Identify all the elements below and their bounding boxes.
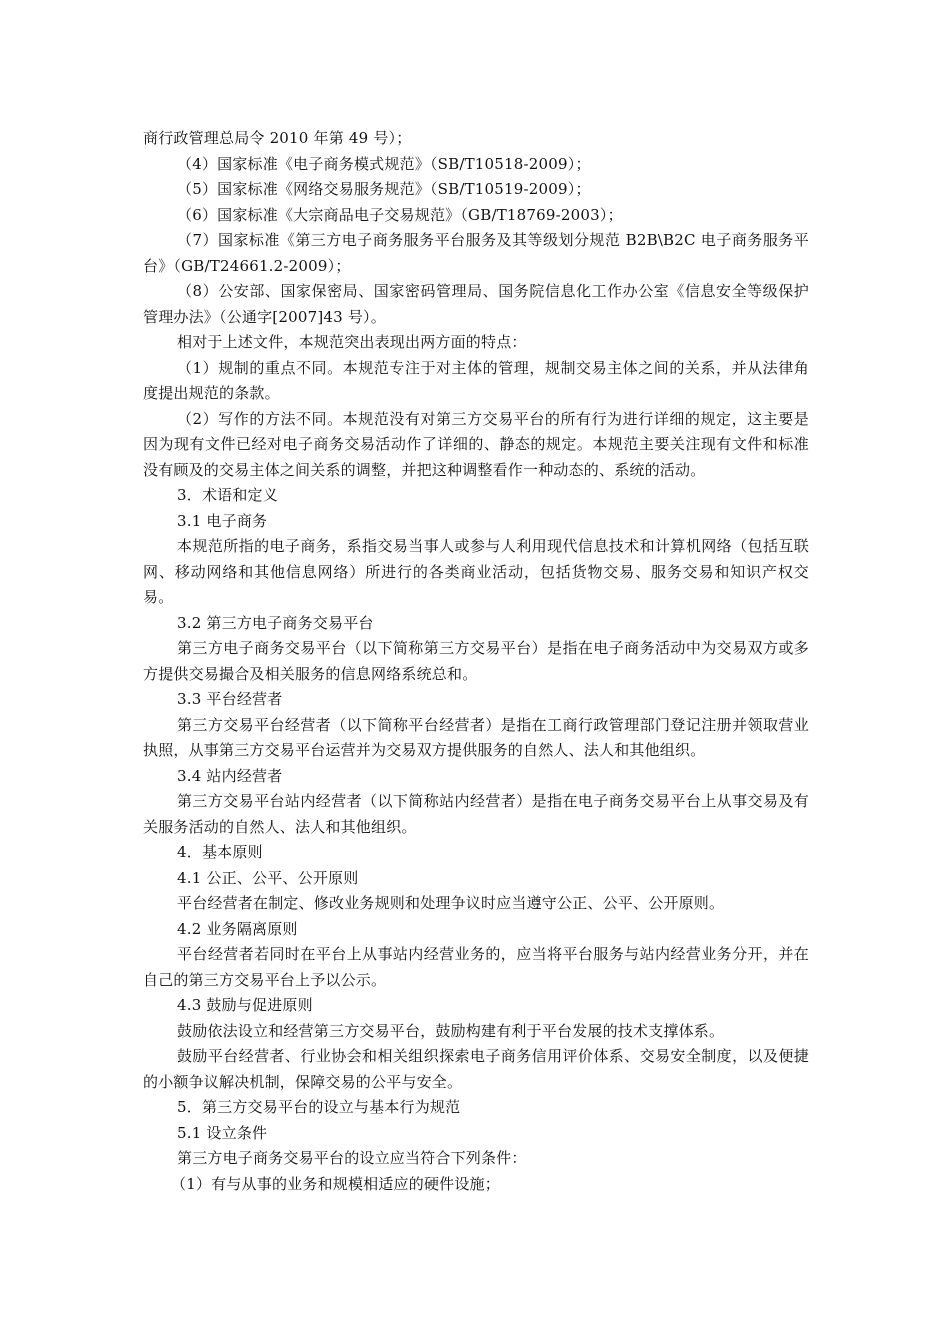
- section-heading-3: 3．术语和定义: [177, 486, 278, 504]
- paragraph-continuation: 商行政管理总局令 2010 年第 49 号）；: [143, 129, 412, 147]
- subsection-heading-5-1: 5.1 设立条件: [177, 1123, 268, 1142]
- reference-item-8: （8）公安部、国家保密局、国家密码管理局、国务院信息化工作办公室《信息安全等级保护管理办法》（公通字[2007]43 号）。: [143, 282, 809, 326]
- principle-4-2: 平台经营者若同时在平台上从事站内经营业务的，应当将平台服务与站内经营业务分开，并在自己的第三方交易平台上予以公示。: [143, 945, 809, 989]
- subsection-heading-3-2: 3.2 第三方电子商务交易平台: [177, 613, 374, 632]
- section-heading-5: 5．第三方交易平台的设立与基本行为规范: [177, 1098, 461, 1116]
- conditions-intro: 第三方电子商务交易平台的设立应当符合下列条件：: [177, 1149, 527, 1167]
- principle-4-3-a: 鼓励依法设立和经营第三方交易平台，鼓励构建有利于平台发展的技术支撑体系。: [177, 1021, 725, 1040]
- section-heading-4: 4．基本原则: [177, 843, 263, 861]
- features-intro: 相对于上述文件，本规范突出表现出两方面的特点：: [177, 333, 527, 351]
- subsection-heading-3-4: 3.4 站内经营者: [177, 766, 283, 785]
- subsection-heading-4-2: 4.2 业务隔离原则: [177, 919, 298, 938]
- definition-3-3: 第三方交易平台经营者（以下简称平台经营者）是指在工商行政管理部门登记注册并领取营业执照，从事第三方交易平台运营并为交易双方提供服务的自然人、法人和其他组织。: [143, 715, 809, 759]
- definition-3-4: 第三方交易平台站内经营者（以下简称站内经营者）是指在电子商务交易平台上从事交易及有关服务活动的自然人、法人和其他组织。: [143, 792, 809, 836]
- reference-item-6: （6）国家标准《大宗商品电子交易规范》（GB/T18769-2003）；: [177, 205, 623, 224]
- feature-item-1: （1）规制的重点不同。本规范专注于对主体的管理，规制交易主体之间的关系，并从法律角度提出规范的条款。: [143, 358, 809, 402]
- reference-item-7: （7）国家标准《第三方电子商务服务平台服务及其等级划分规范 B2B\B2C 电子商务服务平台》（GB/T24661.2-2009）；: [143, 231, 809, 275]
- reference-item-5: （5）国家标准《网络交易服务规范》（SB/T10519-2009）；: [177, 180, 591, 198]
- reference-item-4: （4）国家标准《电子商务模式规范》（SB/T10518-2009）；: [177, 154, 591, 173]
- subsection-heading-4-1: 4.1 公正、公平、公开原则: [177, 868, 359, 887]
- definition-3-2: 第三方电子商务交易平台（以下简称第三方交易平台）是指在电子商务活动中为交易双方或多方提供交易撮合及相关服务的信息网络系统总和。: [143, 639, 809, 683]
- document-body: [143, 126, 809, 1197]
- definition-3-1: 本规范所指的电子商务，系指交易当事人或参与人利用现代信息技术和计算机网络（包括互联网、移动网络和其他信息网络）所进行的各类商业活动，包括货物交易、服务交易和知识产权交易。: [143, 537, 809, 606]
- feature-item-2: （2）写作的方法不同。本规范没有对第三方交易平台的所有行为进行详细的规定，这主要是因为现有文件已经对电子商务交易活动作了详细的、静态的规定。本规范主要关注现有文件和标准没有顾及的交易主体之间关系的调整，并把这种调整看作一种动态的、系统的活动。: [143, 409, 809, 479]
- subsection-heading-3-1: 3.1 电子商务: [177, 511, 268, 530]
- principle-4-3-b: 鼓励平台经营者、行业协会和相关组织探索电子商务信用评价体系、交易安全制度，以及便捷的小额争议解决机制，保障交易的公平与安全。: [143, 1047, 809, 1091]
- condition-item-1: （1）有与从事的业务和规模相适应的硬件设施；: [171, 1174, 500, 1193]
- subsection-heading-4-3: 4.3 鼓励与促进原则: [177, 996, 313, 1014]
- principle-4-1: 平台经营者在制定、修改业务规则和处理争议时应当遵守公正、公平、公开原则。: [177, 894, 725, 912]
- subsection-heading-3-3: 3.3 平台经营者: [177, 690, 283, 708]
